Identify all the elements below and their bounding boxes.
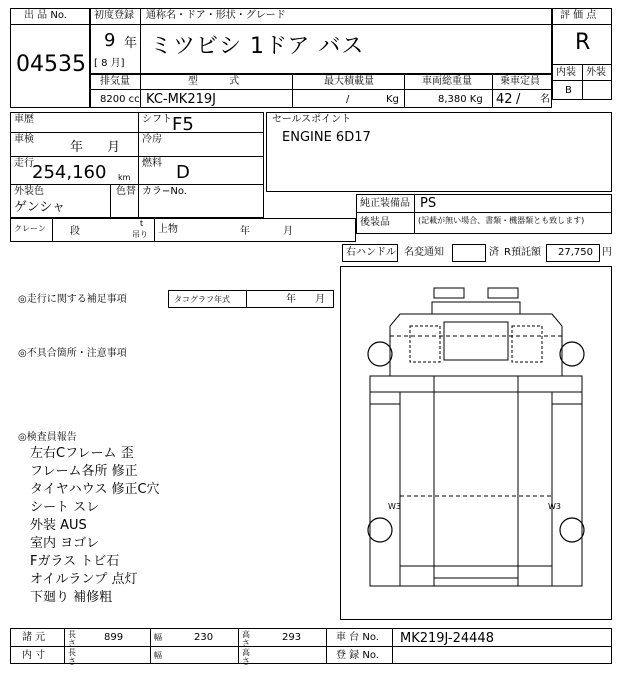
score-value: R — [575, 30, 591, 55]
capacity-unit: 名 — [540, 94, 550, 105]
first-reg-year: 9 — [104, 30, 116, 51]
model-value: KC-MK219J — [146, 92, 216, 107]
dims-label: 諸 元 — [22, 632, 46, 643]
upper-value: 年 月 — [240, 226, 294, 237]
tacho-value: 年 月 — [286, 294, 326, 305]
defects-label: ◎不具合箇所・注意事項 — [18, 348, 127, 359]
inspector-line: 室内 ヨゴレ — [30, 536, 100, 551]
ext-color-label: 外装色 — [14, 186, 44, 197]
tacho-label: タコグラフ年式 — [174, 295, 230, 304]
inspection-value: 年 月 — [70, 140, 121, 155]
max-load-value: / — [346, 94, 350, 105]
aftermarket-note: (記載が無い場合、書類・機器類とも致します) — [418, 216, 585, 225]
interior-label: 内装 — [556, 67, 576, 78]
mileage-label: 走行 — [14, 158, 34, 169]
crane-hoist: 吊り — [132, 230, 148, 239]
color-change-label: 色替 — [116, 186, 136, 197]
inspector-line: シート スレ — [30, 500, 100, 515]
capacity-sep: / — [516, 92, 521, 107]
aftermarket-label: 後装品 — [360, 217, 390, 228]
year-unit: 年 — [124, 36, 138, 51]
ext-color-value: ゲンシャ — [14, 200, 66, 215]
recycle-label: R預託額 — [504, 247, 541, 258]
capacity-label: 乗車定員 — [500, 76, 540, 87]
inspector-line: 下廻り 補修粗 — [30, 590, 113, 605]
inspection-label: 車検 — [14, 134, 34, 145]
recycle-prefix: 済 — [489, 247, 499, 258]
inspector-line: タイヤハウス 修正C穴 — [30, 482, 160, 497]
mileage-unit: km — [118, 173, 131, 182]
recycle-unit: 円 — [602, 247, 612, 258]
in-width-label: 幅 — [154, 651, 162, 660]
shift-label: シフト — [142, 114, 172, 125]
recycle-value: 27,750 — [558, 247, 593, 258]
capacity-value: 42 — [496, 92, 513, 107]
gross-weight-value: 8,380 Kg — [438, 94, 483, 105]
inspector-line: オイルランプ 点灯 — [30, 572, 138, 587]
chassis-label: 車 台 No. — [336, 632, 379, 643]
lot-no: 04535 — [16, 52, 86, 77]
max-load-unit: Kg — [386, 94, 399, 105]
inspector-line: フレーム各所 修正 — [30, 464, 138, 479]
color-no-label: カラ−No. — [142, 186, 187, 197]
crane-row — [10, 218, 356, 242]
genuine-value: PS — [420, 196, 437, 211]
exterior-label: 外装 — [586, 67, 606, 78]
crane-label: クレーン — [14, 224, 46, 233]
displacement-label: 排気量 — [100, 76, 130, 87]
gross-weight-label: 車両総重量 — [422, 76, 472, 87]
damage-mark-left: W3 — [388, 502, 401, 511]
score-label: 評 価 点 — [560, 10, 597, 21]
width-label: 幅 — [154, 633, 162, 642]
height-label: 高さ — [242, 630, 250, 648]
upper-label: 上物 — [158, 224, 178, 235]
in-height-label: 高さ — [242, 648, 250, 666]
ac-label: 冷房 — [142, 134, 162, 145]
shift-value: F5 — [172, 114, 194, 135]
inspector-line: 左右Cフレーム 歪 — [30, 446, 134, 461]
reg-no-label: 登 録 No. — [336, 650, 379, 661]
displacement-value: 8200 cc — [100, 94, 140, 105]
length-value: 899 — [104, 632, 124, 643]
inspector-lines — [30, 446, 230, 608]
inspector-line: 外装 AUS — [30, 518, 87, 533]
vehicle-name: ミツビシ 1ドア バス — [150, 34, 365, 59]
first-reg-month: [ 8 月] — [94, 58, 125, 69]
interior-value: B — [565, 85, 572, 96]
name-change-label: 名変通知 — [404, 247, 444, 258]
bus-top-view-diagram — [340, 266, 612, 620]
crane-dan: 段 — [70, 226, 80, 237]
first-reg-label: 初度登録 — [94, 10, 134, 21]
chassis-value: MK219J-24448 — [400, 631, 494, 646]
name-label: 通称名・ドア・形状・グレード — [146, 10, 286, 21]
lot-no-label: 出 品 No. — [24, 10, 67, 21]
damage-mark-right: W3 — [548, 502, 561, 511]
inspector-label: ◎検査員報告 — [18, 432, 77, 443]
model-label: 型 式 — [188, 76, 254, 87]
history-label: 車歴 — [14, 114, 34, 125]
driving-notes-label: ◎走行に関する補足事項 — [18, 294, 127, 305]
sales-point-value: ENGINE 6D17 — [282, 130, 371, 145]
interior-dims-label: 内 寸 — [22, 650, 46, 661]
fuel-label: 燃料 — [142, 158, 162, 169]
mileage-value: 254,160 — [32, 162, 107, 183]
max-load-label: 最大積載量 — [324, 76, 374, 87]
genuine-label: 純正装備品 — [360, 198, 410, 209]
sales-point-label: セールスポイント — [272, 114, 352, 125]
inspector-line: Fガラス トビ石 — [30, 554, 120, 569]
name-change-box — [452, 244, 486, 262]
fuel-value: D — [176, 162, 190, 183]
crane-t: t — [140, 219, 144, 228]
length-label: 長さ — [68, 630, 76, 648]
in-length-label: 長さ — [68, 648, 76, 666]
height-value: 293 — [282, 632, 302, 643]
width-value: 230 — [194, 632, 214, 643]
right-handle: 右ハンドル — [346, 247, 396, 258]
